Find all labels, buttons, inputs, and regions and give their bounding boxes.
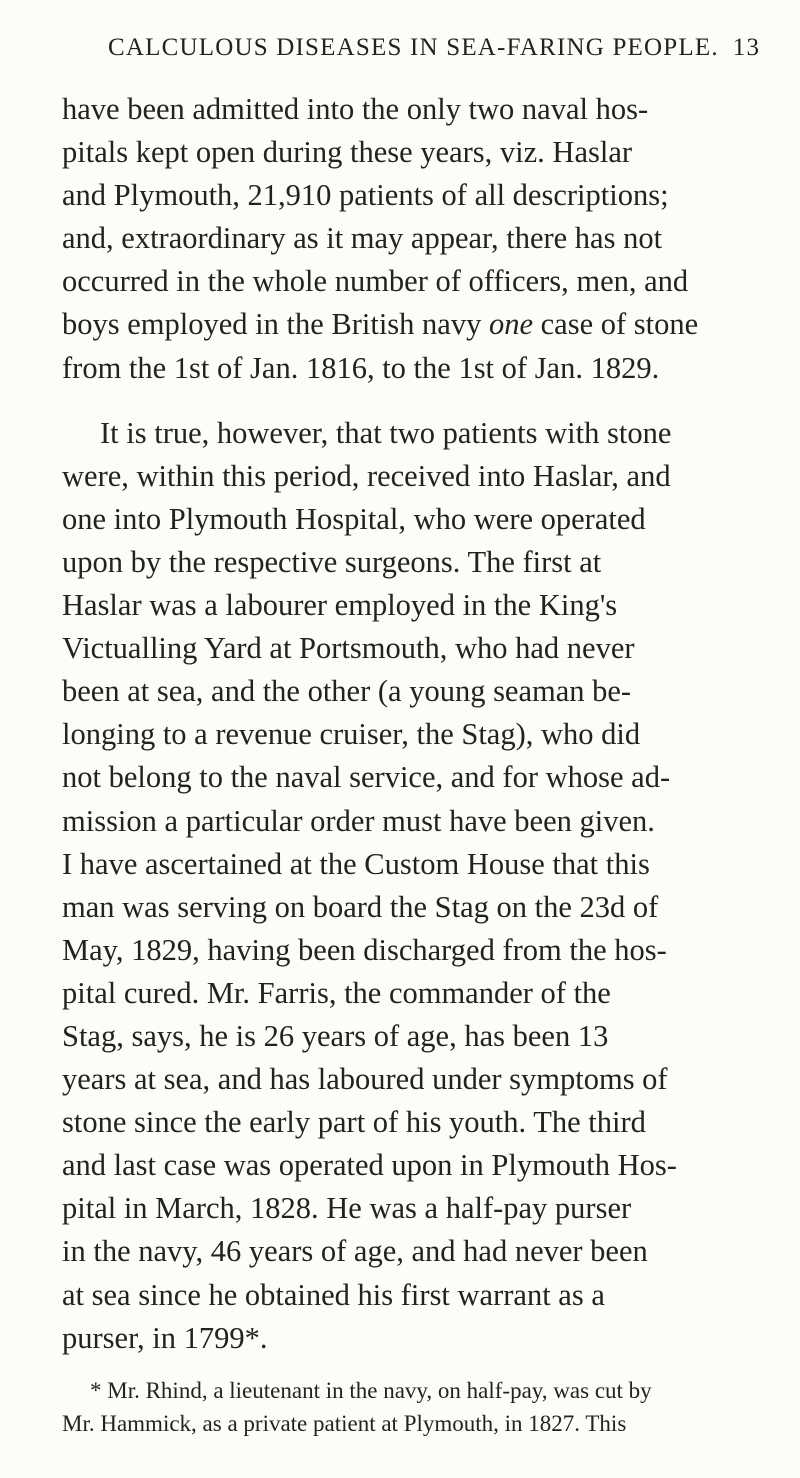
text-line: and Plymouth, 21,910 patients of all descriptions; xyxy=(62,178,669,213)
paragraph-gap xyxy=(62,390,780,412)
text-line: Haslar was a labourer employed in the King's xyxy=(62,588,618,623)
running-title: CALCULOUS DISEASES IN SEA-FARING PEOPLE. xyxy=(108,34,719,61)
text-line: occurred in the whole number of officers, men, and xyxy=(62,264,689,299)
text-line: in the navy, 46 years of age, and had never been xyxy=(62,1234,648,1269)
text-line: Stag, says, he is 26 years of age, has been 13 xyxy=(62,1018,609,1053)
text-line: one into Plymouth Hospital, who were operated xyxy=(62,501,646,536)
text-line: not belong to the naval service, and for whose ad- xyxy=(62,760,671,795)
text-line: at sea since he obtained his first warrant as a xyxy=(62,1277,605,1312)
text-line: and, extraordinary as it may appear, there has not xyxy=(62,221,663,256)
page-number: 13 xyxy=(732,34,761,61)
text-line: pitals kept open during these years, viz. Haslar xyxy=(62,135,633,170)
text-line: purser, in 1799*. xyxy=(62,1320,268,1355)
text-line: man was serving on board the Stag on the 23d of xyxy=(62,889,659,924)
text-line: mission a particular order must have been given. xyxy=(62,803,655,838)
text-line: I have ascertained at the Custom House that this xyxy=(62,846,650,881)
text-fragment: boys employed in the British navy xyxy=(62,307,482,342)
text-line: upon by the respective surgeons. The first at xyxy=(62,544,602,579)
emphasis-one: one xyxy=(488,307,534,342)
text-line: pital cured. Mr. Farris, the commander of the xyxy=(62,975,611,1010)
text-line: It is true, however, that two patients with stone xyxy=(100,415,672,450)
text-line: from the 1st of Jan. 1816, to the 1st of Jan. 1829. xyxy=(62,350,660,385)
text-line: have been admitted into the only two naval hos- xyxy=(62,92,649,126)
footnote-line: * Mr. Rhind, a lieutenant in the navy, on half-pay, was cut by xyxy=(90,1378,652,1403)
text-line: were, within this period, received into Haslar, and xyxy=(62,458,671,493)
text-line: longing to a revenue cruiser, the Stag), who did xyxy=(62,717,641,752)
body-text xyxy=(62,88,780,1360)
running-header xyxy=(108,34,798,68)
text-line: Victualling Yard at Portsmouth, who had never xyxy=(62,631,635,666)
text-line xyxy=(62,303,780,346)
footnote-line: Mr. Hammick, as a private patient at Plymouth, in 1827. This xyxy=(62,1411,627,1436)
text-line: pital in March, 1828. He was a half-pay purser xyxy=(62,1191,632,1226)
text-line: years at sea, and has laboured under symptoms of xyxy=(62,1062,668,1097)
text-fragment: case of stone xyxy=(540,307,699,342)
footnote xyxy=(62,1374,780,1440)
text-line: May, 1829, having been discharged from the hos- xyxy=(62,932,667,967)
text-line: stone since the early part of his youth. The third xyxy=(62,1105,646,1140)
text-line: and last case was operated upon in Plymouth Hos- xyxy=(62,1148,677,1183)
text-line: been at sea, and the other (a young seaman be- xyxy=(62,674,632,709)
